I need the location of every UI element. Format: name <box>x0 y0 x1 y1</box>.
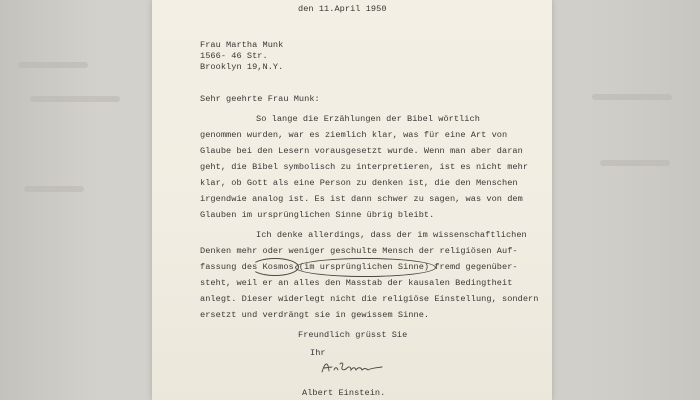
closing: Freundlich grüsst Sie <box>298 330 408 340</box>
handwritten-oval <box>251 258 299 276</box>
body-line: klar, ob Gott als eine Person zu denken ist, die den Menschen <box>200 178 518 188</box>
blurred-text-left <box>18 62 88 68</box>
body-line: genommen wurden, war es ziemlich klar, was für eine Art von <box>200 130 508 140</box>
salutation: Sehr geehrte Frau Munk: <box>200 94 320 104</box>
body-line: Denken mehr oder weniger geschulte Mensch der religiösen Auf- <box>200 246 518 256</box>
signer-name: Albert Einstein. <box>302 388 386 398</box>
body-line: anlegt. Dieser widerlegt nicht die religiöse Einstellung, sondern <box>200 294 539 304</box>
signature-image <box>320 358 384 376</box>
closing-pronoun: Ihr <box>310 348 326 358</box>
blurred-text-right <box>592 94 672 100</box>
body-line: Glaube bei den Lesern vorausgesetzt wurde. Wenn man aber daran <box>200 146 523 156</box>
address-line-1: Frau Martha Munk <box>200 40 284 50</box>
body-line: ersetzt und verdrängt sie in gewissem Sinne. <box>200 310 430 320</box>
body-line: So lange die Erzählungen der Bibel wörtlich <box>256 114 480 124</box>
body-line: steht, weil er an alles den Masstab der kausalen Bedingtheit <box>200 278 513 288</box>
handwritten-oval <box>295 258 436 277</box>
letter-paper <box>152 0 552 400</box>
body-line: irgendwie analog ist. Es ist dann schwer zu sagen, was von dem <box>200 194 523 204</box>
blurred-text-left <box>30 96 120 102</box>
body-line: Ich denke allerdings, dass der im wissenschaftlichen <box>256 230 527 240</box>
body-line: geht, die Bibel symbolisch zu interpretieren, ist es nicht mehr <box>200 162 529 172</box>
body-line: Glauben im ursprünglichen Sinne übrig bleibt. <box>200 210 435 220</box>
address-line-3: Brooklyn 19,N.Y. <box>200 62 284 72</box>
blurred-text-left <box>24 186 84 192</box>
address-line-2: 1566- 46 Str. <box>200 51 268 61</box>
blurred-text-right <box>600 160 670 166</box>
body-line: fassung des Kosmos (im ursprünglichen Sinne) fremd gegenüber- <box>200 262 518 272</box>
letter-date: den 11.April 1950 <box>298 4 387 14</box>
